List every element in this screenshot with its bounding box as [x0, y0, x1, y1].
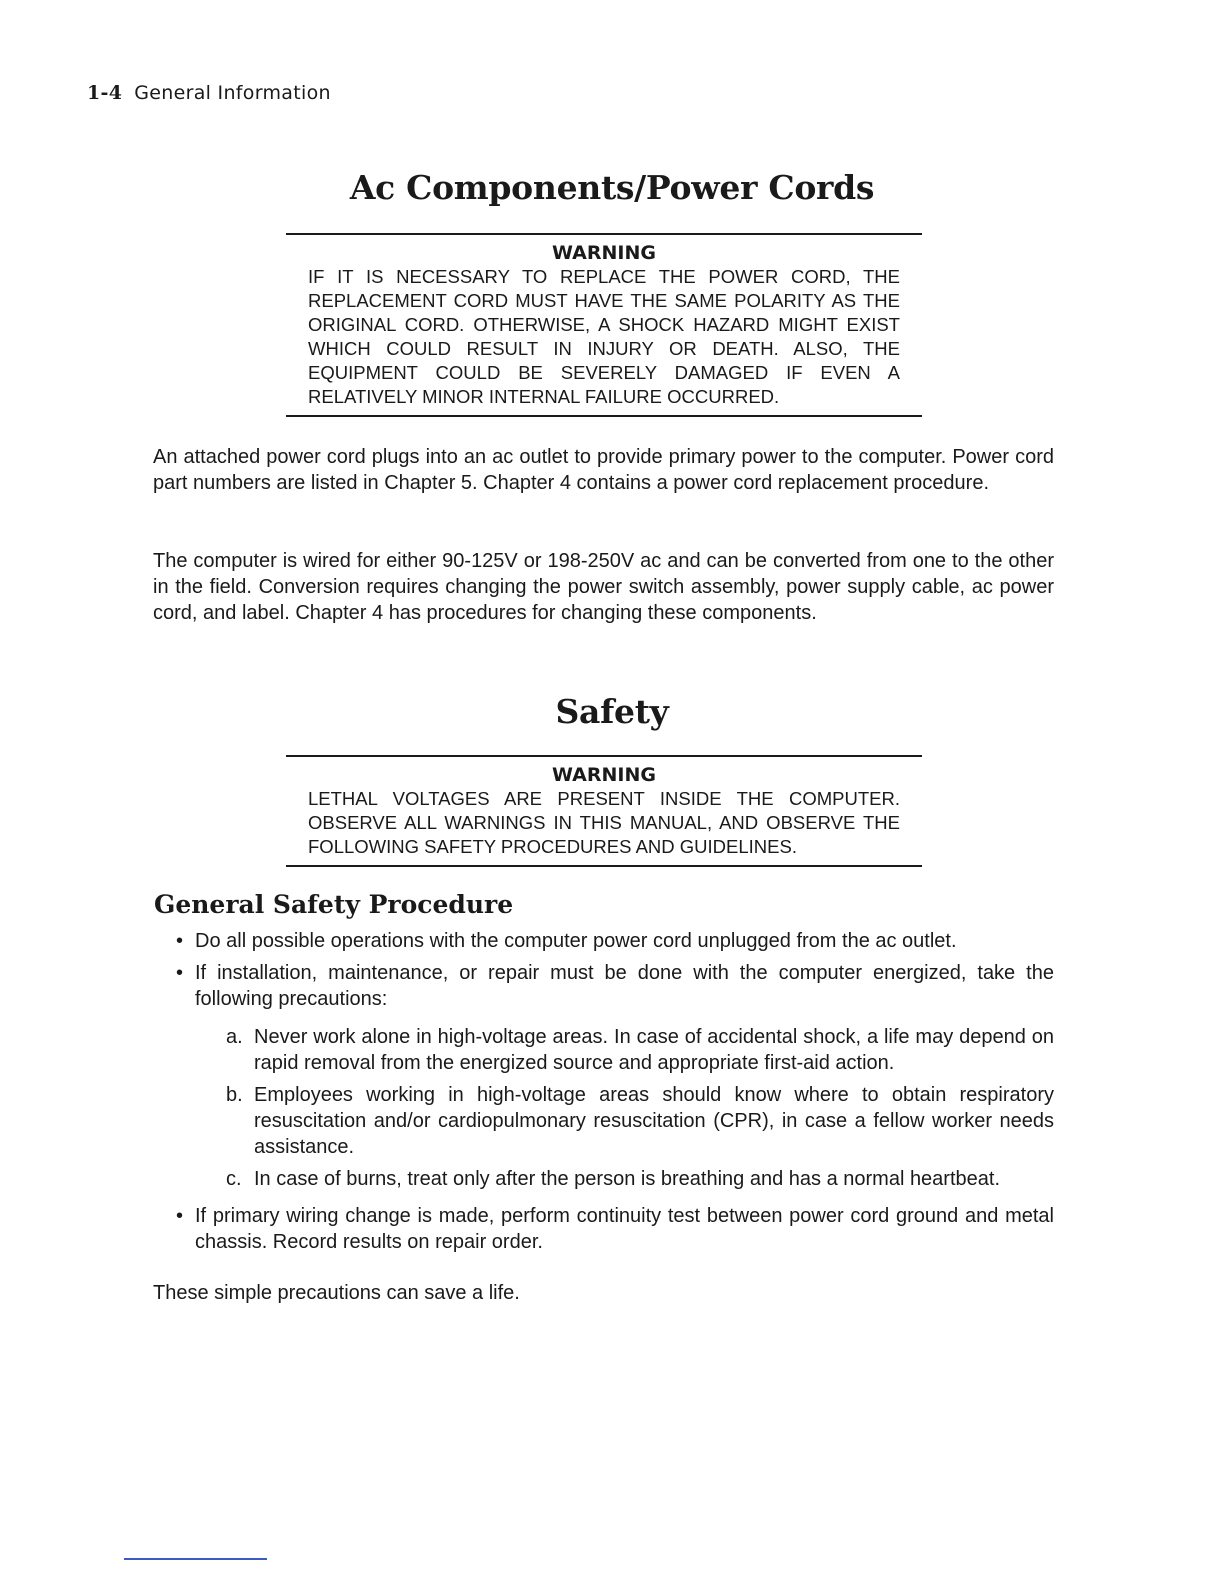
- sub-list-item: [226, 1166, 1054, 1192]
- safety-section-title: Safety: [555, 692, 669, 731]
- sub-item-text: In case of burns, treat only after the person is breathing and has a normal heartbeat.: [254, 1168, 1001, 1190]
- sub-item-label: a.: [226, 1026, 243, 1048]
- ac-warning-title: WARNING: [552, 242, 656, 264]
- sub-item-label: c.: [226, 1168, 242, 1190]
- sub-item-label: b.: [226, 1084, 243, 1106]
- bullet-text: If installation, maintenance, or repair must be done with the computer energized, take the following precautions:: [195, 962, 1054, 1010]
- safety-warning-box: [286, 755, 922, 867]
- bullet-icon: •: [176, 962, 184, 984]
- ac-section-title: Ac Components/Power Cords: [349, 168, 875, 207]
- footer-rule: [124, 1558, 267, 1560]
- sub-item-text: Never work alone in high-voltage areas. In case of accidental shock, a life may depend on rapid removal from the energized source and appropriate first-aid action.: [254, 1026, 1054, 1074]
- running-header: [87, 82, 331, 104]
- bullet-icon: •: [176, 930, 184, 952]
- sub-item-text: Employees working in high-voltage areas should know where to obtain respiratory resuscitation and/or cardiopulmonary resuscitation (CPR), in case a fellow worker needs assistance.: [254, 1084, 1054, 1158]
- general-safety-heading: General Safety Procedure: [154, 890, 514, 919]
- bullet-icon: •: [176, 1205, 184, 1227]
- ac-warning-box: [286, 233, 922, 417]
- ac-paragraph-1: An attached power cord plugs into an ac outlet to provide primary power to the computer. Power cord part numbers are listed in Chapter 5. Chapter 4 contains a power cord replacement procedure.: [153, 446, 1054, 494]
- ac-warning-text: IF IT IS NECESSARY TO REPLACE THE POWER CORD, THE REPLACEMENT CORD MUST HAVE THE SAME POLARITY AS THE ORIGINAL CORD. OTHERWISE, A SHOCK HAZARD MIGHT EXIST WHICH COULD RESULT IN INJURY OR DEATH. ALSO, THE EQUIPMENT COULD BE SEVERELY DAMAGED IF EVEN A RELATIVELY MINOR INTERNAL FAILURE OCCURRED.: [308, 266, 900, 407]
- sub-list-item: [226, 1024, 1054, 1076]
- chapter-title: General Information: [134, 82, 331, 104]
- bullet-text: Do all possible operations with the computer power cord unplugged from the ac outlet.: [195, 930, 957, 952]
- page-number: 1-4: [87, 82, 123, 104]
- ac-paragraph-2: The computer is wired for either 90-125V or 198-250V ac and can be converted from one to the other in the field. Conversion requires changing the power switch assembly, power supply cable, ac power cord, and label. Chapter 4 has procedures for changing these components.: [153, 550, 1054, 624]
- safety-warning-title: WARNING: [552, 764, 656, 786]
- bullet-text: If primary wiring change is made, perform continuity test between power cord ground and metal chassis. Record results on repair order.: [195, 1205, 1054, 1253]
- closing-sentence: These simple precautions can save a life.: [153, 1282, 520, 1304]
- safety-warning-text: LETHAL VOLTAGES ARE PRESENT INSIDE THE COMPUTER. OBSERVE ALL WARNINGS IN THIS MANUAL, AND OBSERVE THE FOLLOWING SAFETY PROCEDURES AND GUIDELINES.: [308, 788, 900, 857]
- list-item: [176, 1203, 1054, 1255]
- list-item: [176, 928, 1054, 954]
- list-item: [176, 960, 1054, 1012]
- sub-list-item: [226, 1082, 1054, 1160]
